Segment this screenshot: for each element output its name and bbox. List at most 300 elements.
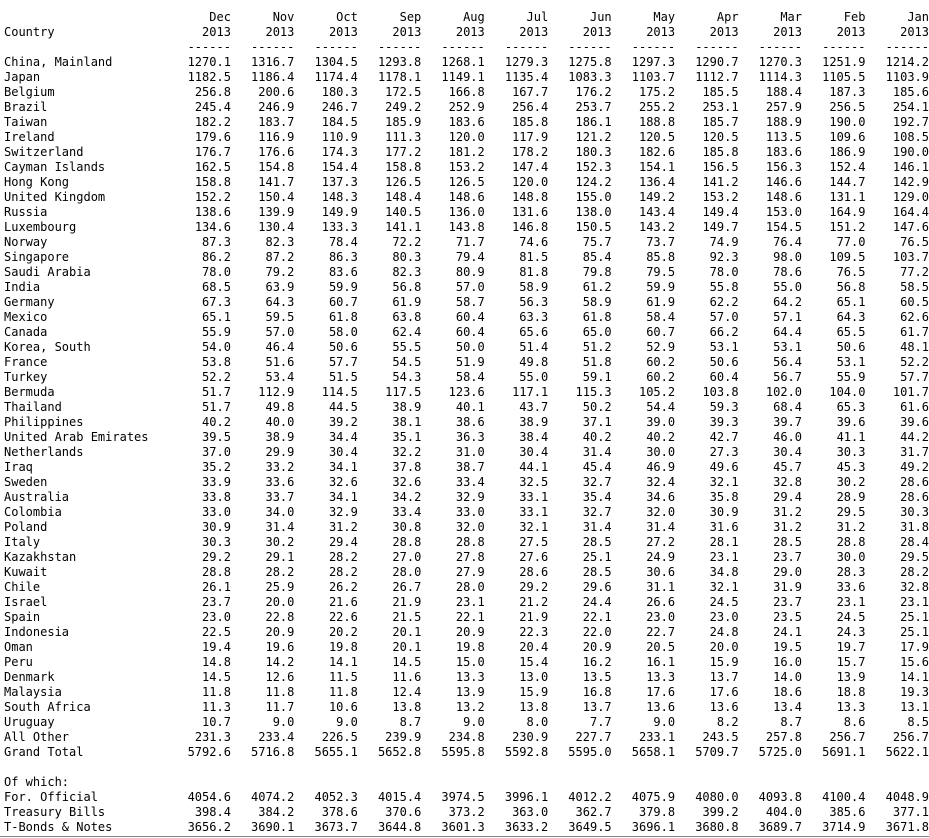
- year-header: 2013: [773, 25, 803, 39]
- value-cell: 30.6: [646, 565, 676, 579]
- value-cell: 373.2: [448, 805, 485, 819]
- value-cell: 55.8: [709, 280, 739, 294]
- country-cell: India: [4, 280, 41, 294]
- value-cell: 114.5: [321, 385, 358, 399]
- value-cell: 362.7: [575, 805, 612, 819]
- value-cell: 66.2: [709, 325, 739, 339]
- value-cell: 12.4: [392, 685, 422, 699]
- value-cell: 53.8: [202, 355, 231, 369]
- value-cell: 37.1: [582, 415, 612, 429]
- value-cell: 116.9: [258, 130, 295, 144]
- country-cell: United Arab Emirates: [4, 430, 149, 444]
- value-cell: 62.2: [709, 295, 739, 309]
- value-cell: 8.6: [843, 715, 866, 729]
- value-cell: 257.8: [765, 730, 803, 744]
- value-cell: 79.5: [646, 265, 676, 279]
- value-cell: 57.7: [328, 355, 358, 369]
- country-cell: Mexico: [4, 310, 48, 324]
- value-cell: 154.5: [765, 220, 803, 234]
- country-cell: Luxembourg: [4, 220, 77, 234]
- table-row: [4, 265, 929, 280]
- month-header: Nov: [272, 10, 295, 24]
- value-cell: 87.2: [265, 250, 295, 264]
- value-cell: 49.6: [709, 460, 739, 474]
- value-cell: 24.8: [709, 625, 739, 639]
- value-cell: 60.4: [455, 325, 485, 339]
- table-row: [4, 550, 929, 565]
- value-cell: 34.0: [265, 505, 295, 519]
- value-cell: 3696.1: [631, 820, 676, 834]
- value-cell: 149.2: [638, 190, 676, 204]
- value-cell: 399.2: [702, 805, 739, 819]
- value-cell: 81.5: [519, 250, 549, 264]
- value-cell: 33.1: [519, 490, 549, 504]
- value-cell: 79.8: [582, 265, 612, 279]
- value-cell: 3601.3: [441, 820, 485, 834]
- table-row: [4, 295, 929, 310]
- value-cell: 153.2: [702, 190, 739, 204]
- value-cell: 4015.4: [377, 790, 422, 804]
- value-cell: 31.4: [265, 520, 295, 534]
- value-cell: 54.5: [392, 355, 422, 369]
- value-cell: 24.4: [582, 595, 612, 609]
- value-cell: 32.2: [392, 445, 422, 459]
- value-cell: 87.3: [202, 235, 231, 249]
- value-cell: 14.5: [202, 670, 231, 684]
- value-cell: 178.2: [512, 145, 549, 159]
- value-cell: 1268.1: [441, 55, 485, 69]
- country-cell: Taiwan: [4, 115, 48, 129]
- of-which-label-row: [4, 775, 929, 790]
- value-cell: 45.4: [582, 460, 612, 474]
- country-cell: Chile: [4, 580, 41, 594]
- value-cell: 27.5: [519, 535, 549, 549]
- value-cell: 64.4: [773, 325, 803, 339]
- value-cell: 120.5: [702, 130, 739, 144]
- country-cell: Belgium: [4, 85, 55, 99]
- value-cell: 3656.2: [187, 820, 231, 834]
- value-cell: 17.9: [900, 640, 929, 654]
- country-cell: Uruguay: [4, 715, 55, 729]
- country-cell: Denmark: [4, 670, 55, 684]
- value-cell: 5622.1: [885, 745, 929, 759]
- value-cell: 78.6: [773, 265, 803, 279]
- table-row: [4, 325, 929, 340]
- value-cell: 11.8: [265, 685, 295, 699]
- value-cell: 68.5: [202, 280, 231, 294]
- value-cell: 40.0: [265, 415, 295, 429]
- value-cell: 5658.1: [631, 745, 676, 759]
- value-cell: 32.7: [582, 475, 612, 489]
- value-cell: 180.3: [321, 85, 358, 99]
- value-cell: 164.4: [892, 205, 929, 219]
- value-cell: 9.0: [272, 715, 295, 729]
- country-cell: France: [4, 355, 48, 369]
- country-cell: Grand Total: [4, 745, 84, 759]
- value-cell: 11.6: [392, 670, 422, 684]
- value-cell: 37.0: [202, 445, 231, 459]
- value-cell: 20.1: [392, 640, 422, 654]
- country-cell: T-Bonds & Notes: [4, 820, 113, 834]
- value-cell: 123.6: [448, 385, 485, 399]
- value-cell: 3671.8: [885, 820, 929, 834]
- value-cell: 5725.0: [758, 745, 803, 759]
- table-row: [4, 715, 929, 730]
- value-cell: 230.9: [512, 730, 549, 744]
- value-cell: 28.8: [202, 565, 231, 579]
- value-cell: 14.8: [202, 655, 231, 669]
- value-cell: 245.4: [194, 100, 231, 114]
- value-cell: 148.4: [385, 190, 422, 204]
- value-cell: 30.2: [265, 535, 295, 549]
- table-row: [4, 415, 929, 430]
- value-cell: 370.6: [385, 805, 422, 819]
- value-cell: 146.8: [512, 220, 549, 234]
- value-cell: 37.8: [392, 460, 422, 474]
- value-cell: 120.5: [638, 130, 676, 144]
- country-cell: Sweden: [4, 475, 48, 489]
- value-cell: 27.3: [709, 445, 739, 459]
- value-cell: 153.2: [448, 160, 485, 174]
- value-cell: 34.1: [328, 490, 358, 504]
- year-header: 2013: [265, 25, 295, 39]
- value-cell: 29.4: [773, 490, 803, 504]
- value-cell: 54.3: [392, 370, 422, 384]
- value-cell: 29.0: [773, 565, 803, 579]
- value-cell: 46.4: [265, 340, 295, 354]
- value-cell: 32.1: [519, 520, 549, 534]
- value-cell: 3714.9: [822, 820, 866, 834]
- country-cell: Netherlands: [4, 445, 84, 459]
- value-cell: 19.7: [836, 640, 866, 654]
- value-cell: 32.8: [773, 475, 803, 489]
- value-cell: 1112.7: [695, 70, 739, 84]
- value-cell: 15.4: [519, 655, 549, 669]
- country-cell: Cayman Islands: [4, 160, 106, 174]
- value-cell: 183.6: [448, 115, 485, 129]
- value-cell: 175.2: [638, 85, 676, 99]
- value-cell: 79.4: [455, 250, 485, 264]
- country-cell: Russia: [4, 205, 48, 219]
- value-cell: 23.1: [900, 595, 929, 609]
- bottom-divider: [0, 836, 929, 837]
- value-cell: 19.8: [328, 640, 358, 654]
- value-cell: 31.2: [773, 520, 803, 534]
- value-cell: 156.3: [765, 160, 803, 174]
- value-cell: 54.4: [646, 400, 676, 414]
- value-cell: 153.0: [765, 205, 803, 219]
- value-cell: 13.7: [709, 670, 739, 684]
- header-dash: ------: [187, 40, 231, 54]
- value-cell: 143.4: [638, 205, 676, 219]
- value-cell: 18.8: [836, 685, 866, 699]
- value-cell: 120.0: [448, 130, 485, 144]
- value-cell: 65.1: [202, 310, 231, 324]
- value-cell: 56.8: [836, 280, 866, 294]
- country-cell: Brazil: [4, 100, 48, 114]
- value-cell: 22.3: [519, 625, 549, 639]
- value-cell: 29.2: [202, 550, 231, 564]
- table-row: [4, 610, 929, 625]
- value-cell: 30.0: [646, 445, 676, 459]
- value-cell: 21.5: [392, 610, 422, 624]
- value-cell: 25.1: [900, 625, 929, 639]
- of-which-row: [4, 790, 929, 805]
- table-row: [4, 685, 929, 700]
- value-cell: 34.1: [328, 460, 358, 474]
- year-header: 2013: [900, 25, 929, 39]
- value-cell: 31.7: [900, 445, 929, 459]
- table-row: [4, 280, 929, 295]
- value-cell: 32.1: [709, 580, 739, 594]
- value-cell: 186.1: [575, 115, 612, 129]
- header-blank: [4, 10, 167, 25]
- value-cell: 44.5: [328, 400, 358, 414]
- value-cell: 28.6: [519, 565, 549, 579]
- dash-blank: [4, 40, 167, 55]
- table-row: [4, 640, 929, 655]
- value-cell: 226.5: [321, 730, 358, 744]
- value-cell: 188.8: [638, 115, 676, 129]
- value-cell: 155.0: [575, 190, 612, 204]
- value-cell: 379.8: [638, 805, 676, 819]
- value-cell: 9.0: [336, 715, 358, 729]
- value-cell: 29.2: [519, 580, 549, 594]
- value-cell: 117.5: [385, 385, 422, 399]
- value-cell: 185.7: [702, 115, 739, 129]
- value-cell: 1174.4: [314, 70, 358, 84]
- value-cell: 154.8: [258, 160, 295, 174]
- value-cell: 52.9: [646, 340, 676, 354]
- value-cell: 20.9: [455, 625, 485, 639]
- value-cell: 15.6: [900, 655, 929, 669]
- country-cell: Turkey: [4, 370, 48, 384]
- table-row: [4, 700, 929, 715]
- value-cell: 34.8: [709, 565, 739, 579]
- table-row: [4, 145, 929, 160]
- value-cell: 58.4: [646, 310, 676, 324]
- value-cell: 152.2: [194, 190, 231, 204]
- value-cell: 21.9: [392, 595, 422, 609]
- value-cell: 51.2: [582, 340, 612, 354]
- value-cell: 4012.2: [568, 790, 612, 804]
- country-cell: Italy: [4, 535, 41, 549]
- value-cell: 5595.0: [568, 745, 612, 759]
- value-cell: 28.3: [836, 565, 866, 579]
- value-cell: 39.6: [900, 415, 929, 429]
- value-cell: 50.2: [582, 400, 612, 414]
- value-cell: 149.7: [702, 220, 739, 234]
- value-cell: 27.6: [519, 550, 549, 564]
- header-dash: ------: [822, 40, 866, 54]
- value-cell: 19.6: [265, 640, 295, 654]
- table-row: [4, 445, 929, 460]
- value-cell: 188.9: [765, 115, 803, 129]
- value-cell: 167.7: [512, 85, 549, 99]
- table-row: [4, 625, 929, 640]
- value-cell: 13.9: [455, 685, 485, 699]
- value-cell: 51.8: [582, 355, 612, 369]
- value-cell: 33.2: [265, 460, 295, 474]
- value-cell: 61.9: [646, 295, 676, 309]
- value-cell: 85.4: [582, 250, 612, 264]
- value-cell: 60.4: [709, 370, 739, 384]
- value-cell: 15.9: [709, 655, 739, 669]
- value-cell: 32.8: [900, 580, 929, 594]
- value-cell: 13.2: [455, 700, 485, 714]
- value-cell: 21.6: [328, 595, 358, 609]
- value-cell: 22.1: [582, 610, 612, 624]
- table-row: [4, 535, 929, 550]
- month-header: May: [653, 10, 676, 24]
- value-cell: 31.9: [773, 580, 803, 594]
- table-row: [4, 475, 929, 490]
- country-cell: Australia: [4, 490, 70, 504]
- country-cell: Norway: [4, 235, 48, 249]
- country-cell: Bermuda: [4, 385, 55, 399]
- value-cell: 23.7: [773, 550, 803, 564]
- value-cell: 32.0: [646, 505, 676, 519]
- value-cell: 28.0: [392, 565, 422, 579]
- value-cell: 164.9: [829, 205, 866, 219]
- value-cell: 40.1: [455, 400, 485, 414]
- of-which-row: [4, 805, 929, 820]
- value-cell: 185.8: [512, 115, 549, 129]
- value-cell: 58.9: [519, 280, 549, 294]
- value-cell: 68.4: [773, 400, 803, 414]
- table-row: [4, 130, 929, 145]
- country-cell: Peru: [4, 655, 33, 669]
- year-header: 2013: [709, 25, 739, 39]
- value-cell: 14.1: [900, 670, 929, 684]
- value-cell: 11.8: [328, 685, 358, 699]
- value-cell: 28.2: [265, 565, 295, 579]
- value-cell: 53.1: [709, 340, 739, 354]
- value-cell: 13.3: [646, 670, 676, 684]
- value-cell: 24.9: [646, 550, 676, 564]
- value-cell: 176.7: [194, 145, 231, 159]
- value-cell: 59.9: [328, 280, 358, 294]
- value-cell: 29.9: [265, 445, 295, 459]
- value-cell: 59.1: [582, 370, 612, 384]
- value-cell: 154.4: [321, 160, 358, 174]
- header-months-row: [4, 10, 929, 25]
- value-cell: 53.4: [265, 370, 295, 384]
- value-cell: 249.2: [385, 100, 422, 114]
- value-cell: 38.1: [392, 415, 422, 429]
- value-cell: 1270.3: [758, 55, 803, 69]
- value-cell: 64.3: [265, 295, 295, 309]
- value-cell: 177.2: [385, 145, 422, 159]
- value-cell: 24.5: [836, 610, 866, 624]
- header-dash: ------: [631, 40, 676, 54]
- table-row: [4, 100, 929, 115]
- value-cell: 32.9: [455, 490, 485, 504]
- value-cell: 148.3: [321, 190, 358, 204]
- value-cell: 8.5: [907, 715, 929, 729]
- value-cell: 34.4: [328, 430, 358, 444]
- table-row: [4, 190, 929, 205]
- value-cell: 35.1: [392, 430, 422, 444]
- value-cell: 60.7: [328, 295, 358, 309]
- value-cell: 29.5: [900, 550, 929, 564]
- value-cell: 130.4: [258, 220, 295, 234]
- value-cell: 20.0: [709, 640, 739, 654]
- value-cell: 129.0: [892, 190, 929, 204]
- value-cell: 22.1: [455, 610, 485, 624]
- value-cell: 185.9: [385, 115, 422, 129]
- value-cell: 35.4: [582, 490, 612, 504]
- value-cell: 40.2: [582, 430, 612, 444]
- value-cell: 1149.1: [441, 70, 485, 84]
- value-cell: 150.4: [258, 190, 295, 204]
- value-cell: 67.3: [202, 295, 231, 309]
- value-cell: 4100.4: [822, 790, 866, 804]
- value-cell: 61.8: [582, 310, 612, 324]
- value-cell: 254.1: [892, 100, 929, 114]
- table-row: [4, 370, 929, 385]
- value-cell: 35.2: [202, 460, 231, 474]
- value-cell: 158.8: [194, 175, 231, 189]
- value-cell: 28.4: [900, 535, 929, 549]
- value-cell: 3690.1: [251, 820, 295, 834]
- value-cell: 50.0: [455, 340, 485, 354]
- value-cell: 3996.1: [504, 790, 549, 804]
- value-cell: 174.3: [321, 145, 358, 159]
- value-cell: 20.0: [265, 595, 295, 609]
- value-cell: 8.7: [399, 715, 422, 729]
- value-cell: 27.0: [392, 550, 422, 564]
- value-cell: 78.4: [328, 235, 358, 249]
- value-cell: 54.0: [202, 340, 231, 354]
- value-cell: 120.0: [512, 175, 549, 189]
- country-cell: Singapore: [4, 250, 70, 264]
- of-which-row: [4, 820, 929, 835]
- value-cell: 1304.5: [314, 55, 358, 69]
- value-cell: 55.0: [519, 370, 549, 384]
- value-cell: 81.8: [519, 265, 549, 279]
- value-cell: 73.7: [646, 235, 676, 249]
- table-row: [4, 340, 929, 355]
- value-cell: 149.9: [321, 205, 358, 219]
- value-cell: 75.7: [582, 235, 612, 249]
- value-cell: 363.0: [512, 805, 549, 819]
- value-cell: 3689.7: [758, 820, 803, 834]
- value-cell: 77.0: [836, 235, 866, 249]
- value-cell: 64.3: [836, 310, 866, 324]
- value-cell: 28.6: [900, 490, 929, 504]
- value-cell: 45.7: [773, 460, 803, 474]
- value-cell: 86.2: [202, 250, 231, 264]
- value-cell: 23.5: [773, 610, 803, 624]
- value-cell: 109.5: [829, 250, 866, 264]
- value-cell: 184.5: [321, 115, 358, 129]
- value-cell: 23.0: [202, 610, 231, 624]
- value-cell: 22.7: [646, 625, 676, 639]
- value-cell: 23.1: [709, 550, 739, 564]
- value-cell: 4080.0: [695, 790, 739, 804]
- value-cell: 385.6: [829, 805, 866, 819]
- value-cell: 26.1: [202, 580, 231, 594]
- value-cell: 4093.8: [758, 790, 803, 804]
- value-cell: 38.9: [519, 415, 549, 429]
- value-cell: 38.6: [455, 415, 485, 429]
- value-cell: 29.6: [582, 580, 612, 594]
- value-cell: 11.8: [202, 685, 231, 699]
- year-header: 2013: [328, 25, 358, 39]
- value-cell: 33.7: [265, 490, 295, 504]
- value-cell: 34.6: [646, 490, 676, 504]
